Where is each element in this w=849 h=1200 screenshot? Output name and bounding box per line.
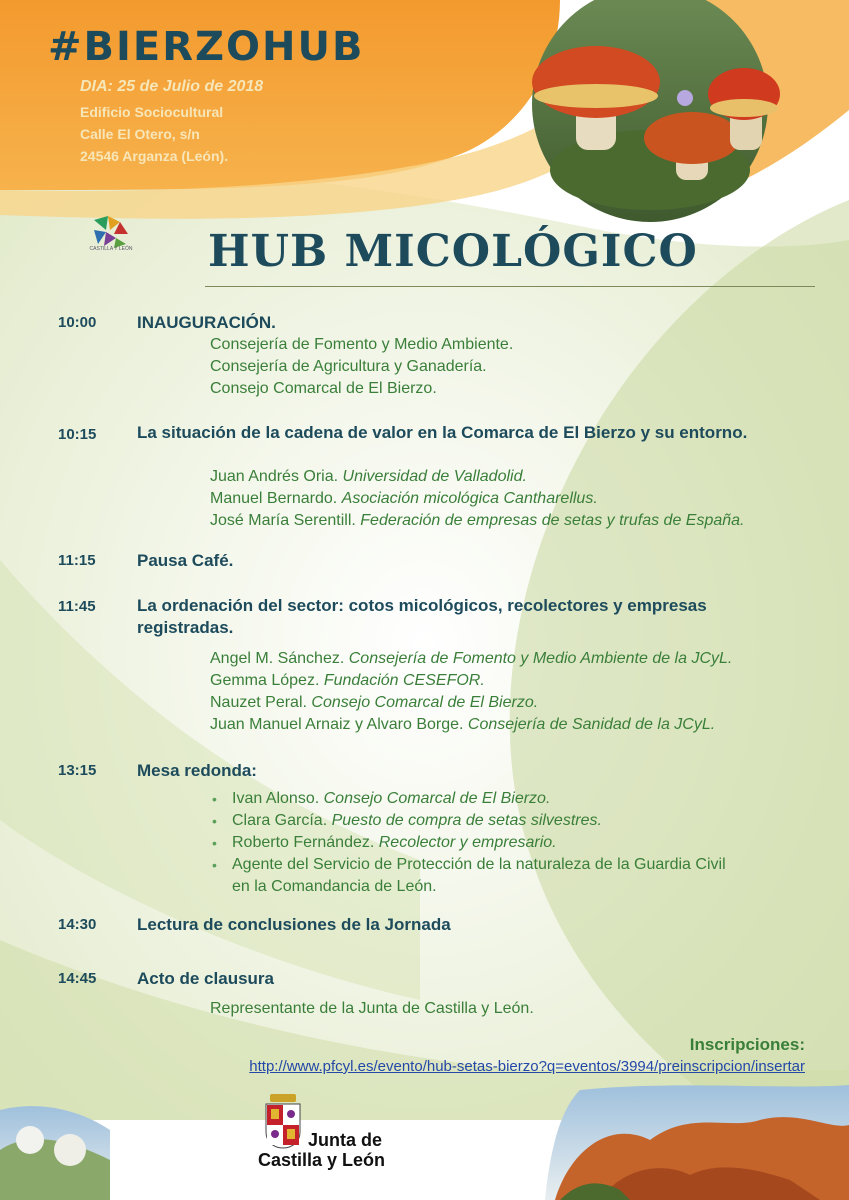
bullet-icon: • <box>212 813 217 829</box>
speaker-name: Juan Andrés Oria. <box>210 468 343 485</box>
junta-name-line2: Castilla y León <box>258 1150 386 1170</box>
session-time: 14:30 <box>58 916 97 933</box>
session-time: 11:45 <box>58 598 96 615</box>
session-speaker <box>210 692 538 714</box>
speaker-institution: Universidad de Valladolid. <box>342 468 527 485</box>
bullet-icon: • <box>212 791 217 807</box>
session-speaker: Consejería de Agricultura y Ganadería. <box>210 358 487 375</box>
title-divider <box>205 286 815 287</box>
speaker-name: Nauzet Peral. <box>210 694 312 711</box>
junta-name-line1: Junta de <box>308 1130 383 1150</box>
speaker-name: Roberto Fernández. <box>232 834 379 851</box>
roundtable-item <box>212 810 602 832</box>
session-title: Lectura de conclusiones de la Jornada <box>137 915 451 934</box>
session-title: Acto de clausura <box>137 969 274 988</box>
session-speaker: Representante de la Junta de Castilla y León. <box>210 1000 534 1017</box>
session-title: INAUGURACIÓN. <box>137 313 276 332</box>
bullet-icon: • <box>212 857 217 873</box>
event-date: DIA: 25 de Julio de 2018 <box>80 78 264 95</box>
session-title: Pausa Café. <box>137 551 234 570</box>
speaker-institution: Fundación CESEFOR. <box>323 672 485 689</box>
session-time: 14:45 <box>58 970 97 987</box>
bullet-icon: • <box>212 835 217 851</box>
speaker-institution: Consejo Comarcal de El Bierzo. <box>323 790 551 807</box>
speaker-name: Clara García. <box>232 812 332 829</box>
roundtable-item <box>212 788 551 810</box>
registration-link[interactable]: http://www.pfcyl.es/evento/hub-setas-bierzo?q=eventos/3994/preinscripcion/insertar <box>249 1058 805 1075</box>
session-time: 11:15 <box>58 552 96 569</box>
speaker-institution: Federación de empresas de setas y trufas de España. <box>360 512 745 529</box>
session-speaker: Consejería de Fomento y Medio Ambiente. <box>210 336 514 353</box>
session-time: 10:00 <box>58 314 97 331</box>
session-speaker <box>210 488 598 510</box>
session-speaker: Consejo Comarcal de El Bierzo. <box>210 380 437 397</box>
session-speaker <box>210 466 527 488</box>
registration-label: Inscripciones: <box>689 1035 805 1054</box>
roundtable-item-continuation <box>232 876 437 898</box>
session-title: La situación de la cadena de valor en la Comarca de El Bierzo y su entorno. <box>137 423 748 442</box>
speaker-institution: Consejo Comarcal de El Bierzo. <box>311 694 539 711</box>
speaker-name: Gemma López. <box>210 672 324 689</box>
speaker-institution: Puesto de compra de setas silvestres. <box>331 812 602 829</box>
roundtable-item <box>212 832 557 854</box>
session-speaker <box>210 510 745 532</box>
speaker-name: Agente del Servicio de Protección de la naturaleza de la Guardia Civil <box>232 856 726 873</box>
event-hashtag: #BIERZOHUB <box>48 24 365 70</box>
session-title: La ordenación del sector: cotos micológicos, recolectores y empresas registradas. <box>137 596 707 637</box>
speaker-name: Manuel Bernardo. <box>210 490 342 507</box>
castilla-leon-logo <box>86 210 136 260</box>
speaker-name: Ivan Alonso. <box>232 790 324 807</box>
speaker-name: en la Comandancia de León. <box>232 878 437 895</box>
speaker-institution: Consejería de Fomento y Medio Ambiente de la JCyL. <box>348 650 733 667</box>
session-time: 13:15 <box>58 762 97 779</box>
page-title: HUB MICOLÓGICO <box>208 226 698 277</box>
speaker-name: Angel M. Sánchez. <box>210 650 349 667</box>
address-line: 24546 Arganza (León). <box>80 148 229 164</box>
speaker-institution: Consejería de Sanidad de la JCyL. <box>467 716 716 733</box>
address-line: Calle El Otero, s/n <box>80 126 200 142</box>
junta-coat-of-arms-logo <box>262 1092 304 1150</box>
roundtable-item <box>212 854 726 876</box>
speaker-name: Juan Manuel Arnaiz y Alvaro Borge. <box>210 716 468 733</box>
castilla-leon-logo-text: CASTILLA Y LEÓN <box>89 246 133 252</box>
speaker-name: José María Serentill. <box>210 512 361 529</box>
speaker-institution: Recolector y empresario. <box>378 834 557 851</box>
address-line: Edificio Sociocultural <box>80 104 224 120</box>
session-time: 10:15 <box>58 426 97 443</box>
speaker-institution: Asociación micológica Cantharellus. <box>341 490 598 507</box>
session-speaker <box>210 670 485 692</box>
session-speaker <box>210 714 715 736</box>
session-speaker <box>210 648 732 670</box>
session-title: Mesa redonda: <box>137 761 257 780</box>
